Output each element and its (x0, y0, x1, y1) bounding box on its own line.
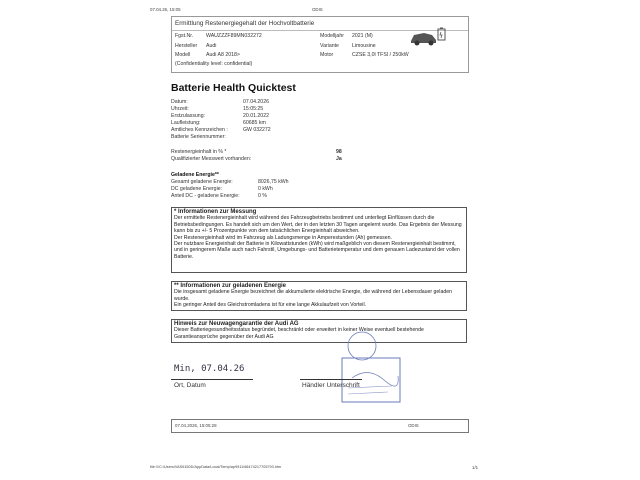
signature-label: Händler Unterschrift (302, 382, 360, 389)
energy-dc-share-value: 0 % (258, 193, 267, 199)
info-energy-heading: ** Informationen zur geladenen Energie (174, 283, 287, 289)
qualifiziert-value: Ja (336, 156, 342, 162)
erstzulassung-value: 20.01.2022 (243, 113, 269, 119)
uhrzeit-value: 15:05:25 (243, 106, 264, 112)
seriennummer-label: Batterie Seriennummer: (171, 134, 226, 140)
info-measurement-p1: Der ermittelte Restenergieinhalt wird während des Fahrzeugbetriebs bestimmt und unterliegt Einflüssen durch die Betriebsbedingungen. Es handelt sich um den Wert, der in den letzten 30 Tagen angelernt wurde. Das Ergebnis der Messung kann bis zu +/- 5 Prozentpunkte von dem tatsächlichen Energieinhalt abweichen. (174, 215, 462, 235)
info-measurement-p3: Der nutzbare Energieinhalt der Batterie in Kilowattstunden (kWh) wird maßgeblich von diesem Restenergieinhalt bestimmt, und in geringerem Maße auch nach Fahrstil, Umgebungs- und Batterietemperatur und dem genauen Ladezustand der vollen Batterie. (174, 241, 460, 260)
place-date-label: Ort, Datum (174, 382, 206, 389)
qualifiziert-label: Qualifizierter Messwert vorhanden: (171, 156, 252, 162)
info-warranty-box (171, 319, 467, 343)
kennzeichen-label: Amtliches Kennzeichen : (171, 127, 228, 133)
energy-total-label: Gesamt geladene Energie: (171, 179, 233, 185)
page-number: 1/1 (472, 465, 479, 470)
motor-label: Motor (320, 52, 334, 58)
car-battery-icon (408, 26, 448, 48)
footer-app: ODIS (408, 423, 419, 428)
info-measurement-heading: * Informationen zur Messung (174, 209, 257, 215)
header-title: Ermittlung Restenergiegehalt der Hochvoltbatterie (175, 20, 315, 27)
variante-value: Limousine (352, 43, 376, 49)
info-energy-p2: Ein geringer Anteil des Gleichstromladens ist für eine lange Akkulaufzeit von Vorteil. (174, 302, 367, 309)
info-measurement-box (171, 207, 467, 273)
hersteller-label: Hersteller (175, 43, 198, 49)
motor-value: CZSE 3,0l TFSI / 250kW (352, 52, 409, 58)
laufleistung-value: 60685 km (243, 120, 266, 126)
confidentiality-note: (Confidentiality level: confidential) (175, 61, 253, 67)
laufleistung-label: Laufleistung: (171, 120, 201, 126)
footer-timestamp: 07.04.2026, 15:05:28 (175, 423, 217, 428)
dealer-stamp-image (340, 328, 402, 406)
info-warranty-heading: Hinweis zur Neuwagengarantie der Audi AG (174, 321, 299, 327)
place-date-line (171, 379, 253, 380)
modelljahr-label: Modelljahr (320, 33, 344, 39)
uhrzeit-label: Uhrzeit: (171, 106, 189, 112)
fgst-value: WAUZZZF89MN032272 (206, 33, 262, 39)
print-date: 07.04.26, 15:05 (150, 7, 181, 12)
energy-total-value: 8026,75 kWh (258, 179, 289, 185)
restenergie-label: Restenergieinhalt in % * (171, 149, 227, 155)
modelljahr-value: 2021 (M) (352, 33, 373, 39)
page-title: Batterie Health Quicktest (171, 82, 296, 94)
info-measurement-p2: Der Restenergieinhalt wird im Fahrzeug als Ladungsmenge in Amperestunden (Ah) gemessen. (174, 234, 392, 241)
modell-label: Modell (175, 52, 191, 58)
datum-value: 07.04.2026 (243, 99, 269, 105)
energy-dc-value: 0 kWh (258, 186, 273, 192)
info-energy-p1: Die insgesamt geladene Energie bezeichnet die akkumulierte elektrische Energie, die während der Lebensdauer geladen wurde. (174, 289, 452, 302)
restenergie-value: 98 (336, 149, 342, 155)
energy-dc-label: DC geladene Energie: (171, 186, 223, 192)
energy-heading: Geladene Energie** (171, 172, 219, 178)
kennzeichen-value: GW 032272 (243, 127, 271, 133)
modell-value: Audi A8 2018> (206, 52, 240, 58)
info-energy-box (171, 281, 467, 311)
datum-label: Datum: (171, 99, 188, 105)
erstzulassung-label: Erstzulassung: (171, 113, 206, 119)
fgst-label: Fgst.Nr. (175, 33, 194, 39)
handwritten-place-date: Min, 07.04.26 (174, 364, 245, 374)
file-path: file:///C:/Users/VAS6150D/AppData/Local/Temp/ap9911/66474217705793.htm (150, 465, 282, 469)
footer-box (171, 419, 469, 433)
energy-dc-share-label: Anteil DC - geladene Energie: (171, 193, 240, 199)
print-app: ODIS (312, 7, 323, 12)
variante-label: Variante (320, 43, 339, 49)
hersteller-value: Audi (206, 43, 217, 49)
signature-line (300, 379, 362, 380)
info-warranty-p1: Dieser Batteriegesundheitsstatus begründet, beschränkt oder erweitert in keiner Weise eventuell bestehende Garantieansprüche gegenüber der Audi AG (174, 327, 424, 340)
